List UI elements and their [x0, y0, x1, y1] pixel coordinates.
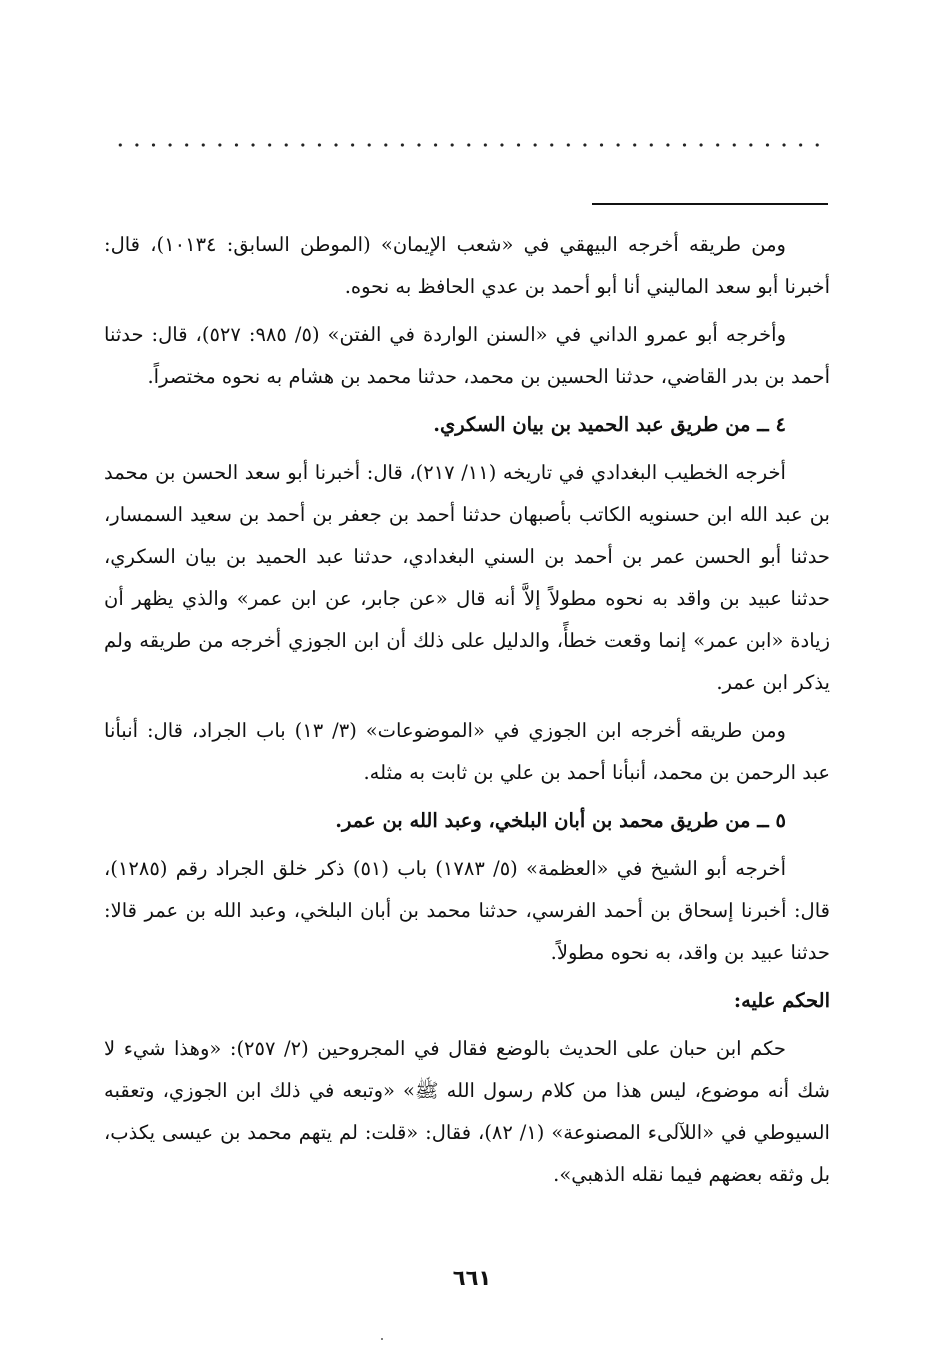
dotted-separator — [112, 140, 827, 150]
paragraph-bayhaqi: ومن طريقه أخرجه البيهقي في «شعب الإيمان» (الموطن السابق: ١٠١٣٤)، قال: أخبرنا أبو سعد الماليني أنا أبو أحمد بن عدي الحافظ به نحوه. — [104, 233, 830, 298]
paragraph-ibn-jawzi: ومن طريقه أخرجه ابن الجوزي في «الموضوعات» (٣/ ١٣) باب الجراد، قال: أنبأنا عبد الرحمن بن محمد، أنبأنا أحمد بن علي بن ثابت به مثله. — [104, 719, 830, 784]
footnote-rule — [592, 203, 828, 205]
paragraph-abu-shaykh: أخرجه أبو الشيخ في «العظمة» (٥/ ١٧٨٣) باب (٥١) ذكر خلق الجراد رقم (١٢٨٥)، قال: أخبرنا إسحاق بن أحمد الفرسي، حدثنا محمد بن أبان البلخي، وعبد الله بن عمر قالا: حدثنا عبيد بن واقد، به نحوه مطولاً. — [104, 857, 830, 964]
paragraph-ruling: حكم ابن حبان على الحديث بالوضع فقال في المجروحين (٢/ ٢٥٧): «وهذا شيء لا شك أنه موضوع، ليس هذا من كلام رسول الله ﷺ» «وتبعه في ذلك ابن الجوزي، وتعقبه السيوطي في «اللآلىء المصنوعة» (١/ ٨٢)، فقال: «قلت: لم يتهم محمد بن عيسى يكذب، بل وثقه بعضهم فيما نقله الذهبي». — [104, 1037, 830, 1186]
page-number: ٦٦١ — [452, 1266, 492, 1290]
page-body — [104, 224, 830, 1202]
ruling-heading: الحكم عليه: — [733, 989, 830, 1012]
paragraph-khatib: أخرجه الخطيب البغدادي في تاريخه (١١/ ٢١٧)، قال: أخبرنا أبو سعد الحسن بن محمد بن عبد الله ابن حسنويه الكاتب بأصبهان حدثنا أحمد بن جعفر بن أحمد بن سعيد السمسار، حدثنا أبو الحسن عمر بن أحمد بن السني البغدادي، حدثنا عبد الحميد بن بيان السكري، حدثنا عبيد بن واقد به نحوه مطولاً إلاَّ أنه قال «عن جابر، عن ابن عمر» والذي يظهر أن زيادة «ابن عمر» إنما وقعت خطأً، والدليل على ذلك أن ابن الجوزي أخرجه من طريقه ولم يذكر ابن عمر. — [104, 461, 830, 694]
subheading-sukkari: ٤ ــ من طريق عبد الحميد بن بيان السكري. — [433, 413, 786, 436]
subheading-balkhi: ٥ ــ من طريق محمد بن أبان البلخي، وعبد الله بن عمر. — [335, 809, 786, 832]
paragraph-dani: وأخرجه أبو عمرو الداني في «السنن الواردة في الفتن» (٥/ ٩٨٥: ٥٢٧)، قال: حدثنا أحمد بن بدر القاضي، حدثنا الحسين بن محمد، حدثنا محمد بن هشام به نحوه مختصراً. — [104, 323, 830, 388]
scan-speck — [381, 1338, 383, 1340]
